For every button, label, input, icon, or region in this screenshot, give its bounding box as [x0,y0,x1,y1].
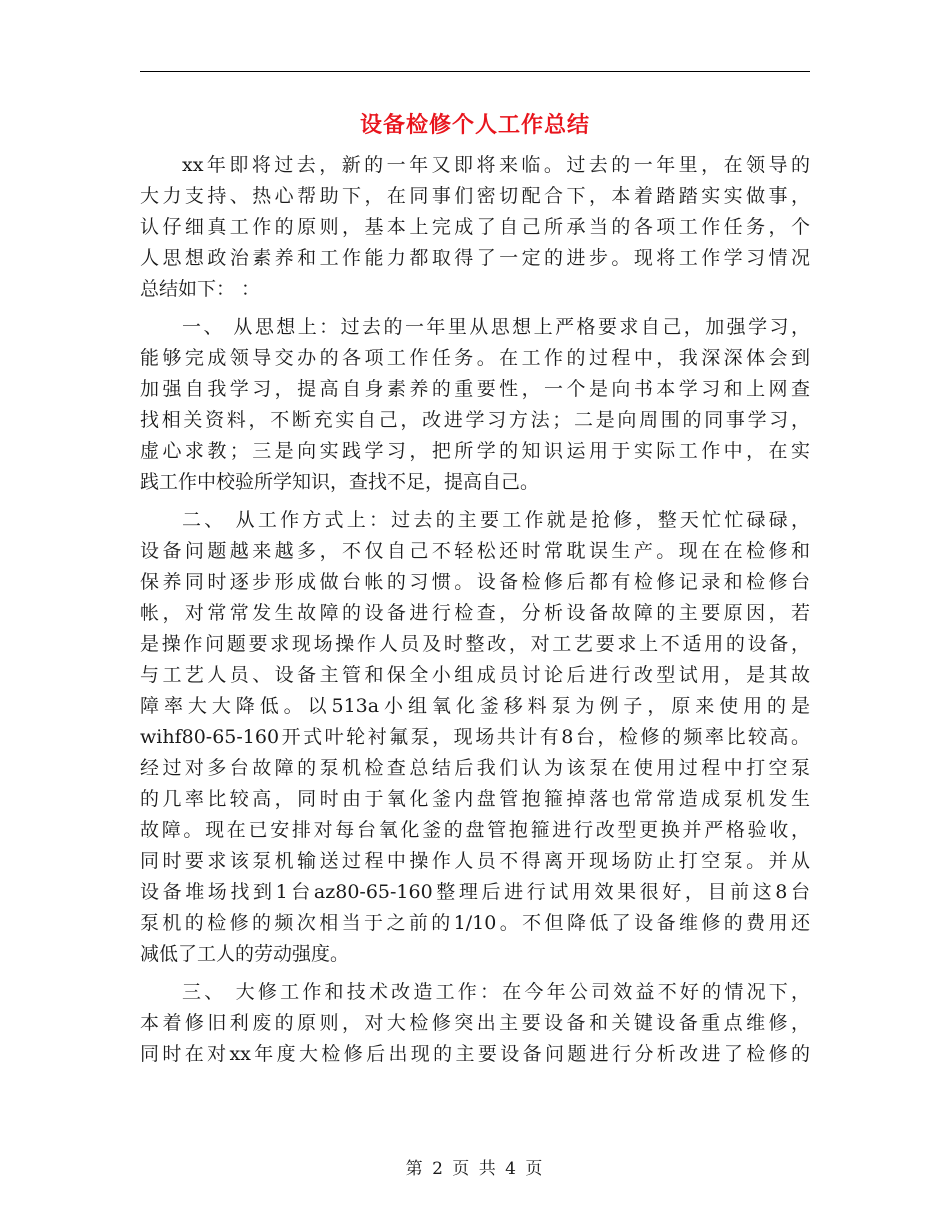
paragraph-line: 总结如下： ： [140,278,261,300]
paragraph-line: 设备堆场找到1台az80-65-160整理后进行试用效果很好，目前这8台 [140,881,810,903]
header-rule [140,71,810,72]
paragraph-line: 障率大大降低。以513a小组氧化釜移料泵为例子，原来使用的是 [140,695,810,717]
paragraph-line: 故障。现在已安排对每台氧化釜的盘管抱箍进行改型更换并严格验收， [140,819,810,841]
paragraph-line: 是操作问题要求现场操作人员及时整改，对工艺要求上不适用的设备， [140,633,810,655]
paragraph-line: 人思想政治素养和工作能力都取得了一定的进步。现将工作学习情况 [140,247,810,269]
paragraph-line: 经过对多台故障的泵机检查总结后我们认为该泵在使用过程中打空泵 [140,757,810,779]
paragraph-line: xx年即将过去，新的一年又即将来临。过去的一年里，在领导的 [182,154,810,176]
paragraph-line: 减低了工人的劳动强度。 [140,943,350,965]
paragraph-line: 践工作中校验所学知识，查找不足，提高自己。 [140,471,540,493]
paragraph-line: 能够完成领导交办的各项工作任务。在工作的过程中，我深深体会到 [140,347,810,369]
paragraph-line: 帐，对常常发生故障的设备进行检查，分析设备故障的主要原因，若 [140,602,810,624]
paragraph-line: 本着修旧利废的原则，对大检修突出主要设备和关键设备重点维修， [140,1012,810,1034]
page-footer: 第 2 页 共 4 页 [405,1159,545,1179]
paragraph-line: 认仔细真工作的原则，基本上完成了自己所承当的各项工作任务，个 [140,216,810,238]
paragraph-line: wihf80-65-160开式叶轮衬氟泵，现场共计有8台，检修的频率比较高。 [140,726,810,748]
paragraph-line: 保养同时逐步形成做台帐的习惯。设备检修后都有检修记录和检修台 [140,571,810,593]
paragraph-line: 同时在对xx年度大检修后出现的主要设备问题进行分析改进了检修的 [140,1043,810,1065]
paragraph-line: 三、 大修工作和技术改造工作：在今年公司效益不好的情况下， [182,981,810,1003]
paragraph-line: 二、 从工作方式上：过去的主要工作就是抢修，整天忙忙碌碌， [182,509,810,531]
paragraph-line: 泵机的检修的频次相当于之前的1/10。不但降低了设备维修的费用还 [140,912,810,934]
document-body [140,150,810,1070]
paragraph-line: 设备问题越来越多，不仅自己不轻松还时常耽误生产。现在在检修和 [140,540,810,562]
paragraph-line: 的几率比较高，同时由于氧化釜内盘管抱箍掉落也常常造成泵机发生 [140,788,810,810]
paragraph-line: 大力支持、热心帮助下，在同事们密切配合下，本着踏踏实实做事， [140,185,810,207]
document-title: 设备检修个人工作总结 [359,112,590,138]
paragraph-line: 一、 从思想上：过去的一年里从思想上严格要求自己，加强学习， [182,316,810,338]
paragraph-line: 找相关资料，不断充实自己，改进学习方法；二是向周围的同事学习， [140,409,810,431]
paragraph-line: 与工艺人员、设备主管和保全小组成员讨论后进行改型试用，是其故 [140,664,810,686]
paragraph-line: 虚心求教；三是向实践学习，把所学的知识运用于实际工作中，在实 [140,440,810,462]
paragraph-line: 加强自我学习，提高自身素养的重要性，一个是向书本学习和上网查 [140,378,810,400]
paragraph-line: 同时要求该泵机输送过程中操作人员不得离开现场防止打空泵。并从 [140,850,810,872]
